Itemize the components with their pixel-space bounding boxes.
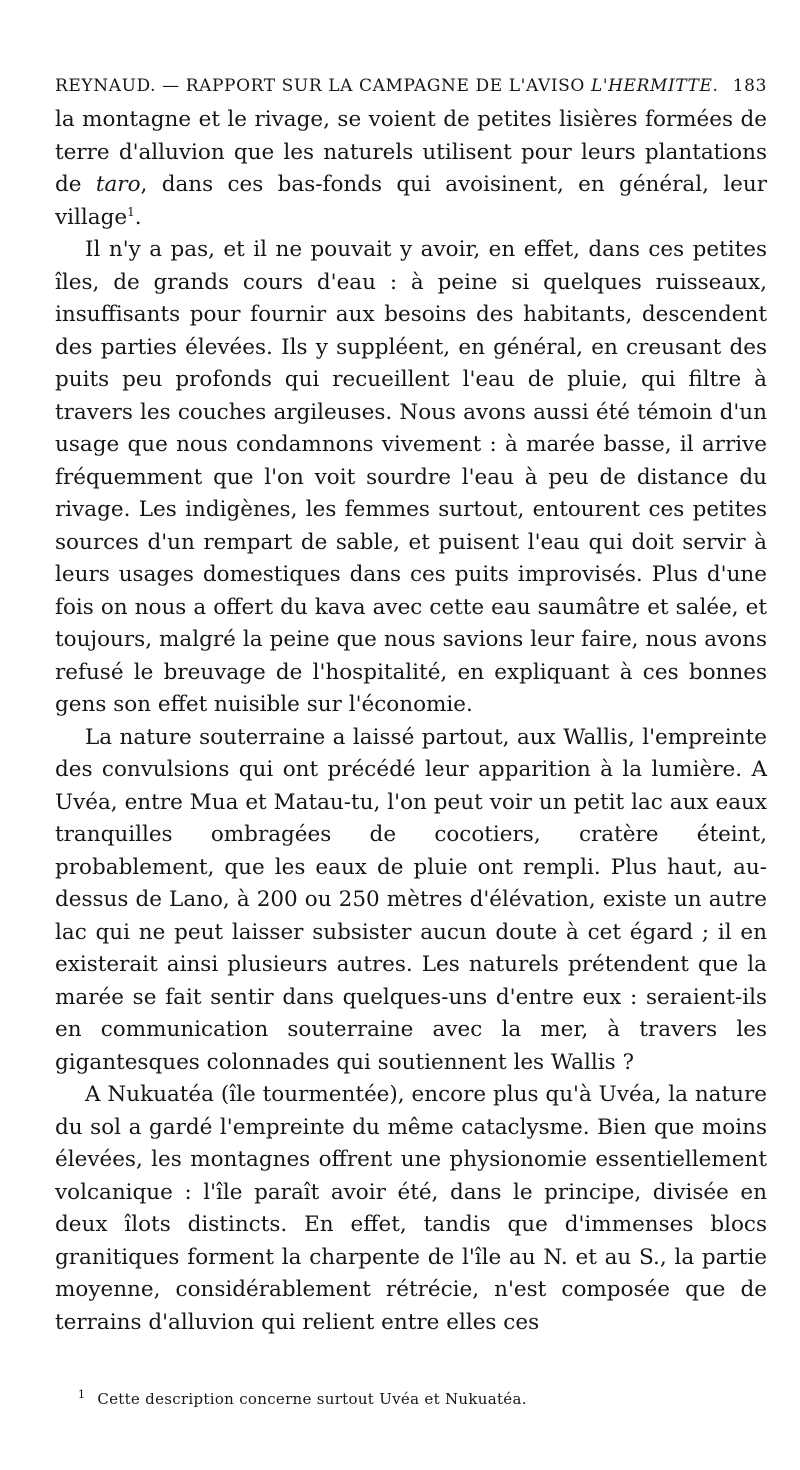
paragraph-4: A Nukuatéa (île tourmentée), encore plus qu'à Uvéa, la nature du sol a gardé l'empreinte du même cataclysme. Bien que moins élevées, les montagnes offrent une physionomie essentiellement volcanique : l'île paraît avoir été, dans le principe, divisée en deux îlots distincts. En effet, tandis que d'immenses blocs granitiques forment la charpente de l'île au N. et au S., la partie moyenne, considérablement rétrécie, n'est composée que de terrains d'alluvion qui relient entre elles ces [55, 1082, 767, 1335]
paragraph-1-italic-taro: taro [95, 172, 141, 197]
paragraph-2: Il n'y a pas, et il ne pouvait y avoir, en effet, dans ces petites îles, de grands cours d'eau : à peine si quelques ruisseaux, insuffisants pour fournir aux besoins des habitants, descendent des parties élevées. Ils y suppléent, en général, en creusant des puits peu profonds qui recueillent l'eau de pluie, qui filtre à travers les couches argileuses. Nous avons aussi été témoin d'un usage que nous condamnons vivement : à marée basse, il arrive fréquemment que l'on voit sourdre l'eau à peu de distance du rivage. Les indigènes, les femmes surtout, entourent ces petites sources d'un rempart de sable, et puisent l'eau qui doit servir à leurs usages domestiques dans ces puits improvisés. Plus d'une fois on nous a offert du kava avec cette eau saumâtre et salée, et toujours, malgré la peine que nous savions leur faire, nous avons refusé le breuvage de l'hospitalité, en expliquant à ces bonnes gens son effet nuisible sur l'économie. [55, 237, 767, 717]
running-header [55, 76, 767, 96]
paragraph-1 [55, 104, 767, 234]
paragraph-3: La nature souterraine a laissé partout, aux Wallis, l'empreinte des convulsions qui ont précédé leur apparition à la lumière. A Uvéa, entre Mua et Matau-tu, l'on peut voir un petit lac aux eaux tranquilles ombragées de cocotiers, cratère éteint, probablement, que les eaux de pluie ont rempli. Plus haut, au-dessus de Lano, à 200 ou 250 mètres d'élévation, existe un autre lac qui ne peut laisser subsister aucun doute à cet égard ; il en existerait ainsi plusieurs autres. Les naturels prétendent que la marée se fait sentir dans quelques-uns d'entre eux : seraient-ils en communication souterraine avec la mer, à travers les gigantesques colonnades qui soutiennent les Wallis ? [55, 724, 767, 1075]
document-page [55, 76, 767, 1339]
footnote-mark: 1 [78, 1388, 86, 1401]
running-title-ship: L'HERMITTE. [590, 76, 719, 96]
running-title [55, 76, 719, 96]
paragraph-1-before: la montagne et le rivage, se voient de petites lisières formées de terre d'alluvion que les naturels utilisent pour leurs plantations de [55, 107, 767, 197]
footnote [78, 1388, 527, 1408]
footnote-text: Cette description concerne surtout Uvéa et Nukuatéa. [97, 1390, 527, 1408]
footnote-reference: 1 [127, 204, 135, 219]
body-text [55, 104, 767, 1339]
running-title-text: REYNAUD. — RAPPORT SUR LA CAMPAGNE DE L'AVISO [55, 76, 585, 96]
paragraph-1-after: , dans ces bas-fonds qui avoisinent, en général, leur village [55, 172, 767, 230]
page-number: 183 [732, 76, 767, 96]
paragraph-1-end: . [134, 204, 142, 230]
